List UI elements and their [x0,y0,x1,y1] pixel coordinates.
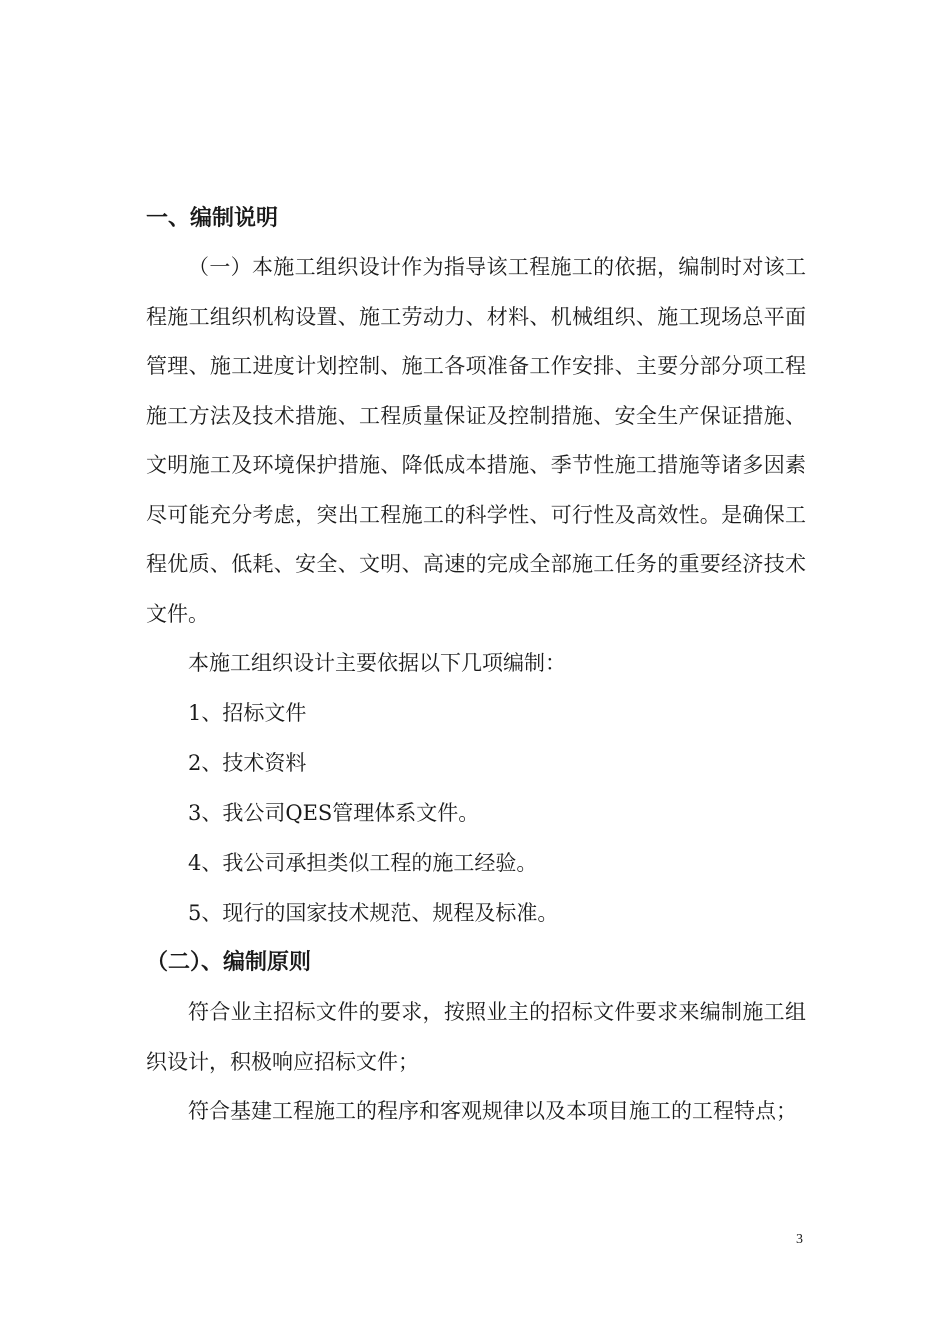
basis-list-item: 5、现行的国家技术规范、规程及标准。 [188,901,559,925]
paragraph-principle-procedure: 符合基建工程施工的程序和客观规律以及本项目施工的工程特点； [188,1099,797,1123]
basis-list-item: 3、我公司QES管理体系文件。 [188,801,480,825]
paragraph-principle-tender: 符合业主招标文件的要求，按照业主的招标文件要求来编制施工组织设计，积极响应招标文件； [146,1000,806,1074]
basis-list-item: 1、招标文件 [188,701,307,725]
section-heading-compilation-principles: （二）、编制原则 [146,949,312,975]
basis-intro-text: 本施工组织设计主要依据以下几项编制： [188,651,566,675]
basis-list-item: 4、我公司承担类似工程的施工经验。 [188,851,538,875]
section-heading-compilation-notes: 一、编制说明 [146,205,279,231]
paragraph-compilation-basis: （一）本施工组织设计作为指导该工程施工的依据，编制时对该工程施工组织机构设置、施工劳动力、材料、机械组织、施工现场总平面管理、施工进度计划控制、施工各项准备工作安排、主要分部分项工程施工方法及技术措施、工程质量保证及控制措施、安全生产保证措施、文明施工及环境保护措施、降低成本措施、季节性施工措施等诸多因素尽可能充分考虑，突出工程施工的科学性、可行性及高效性。是确保工程优质、低耗、安全、文明、高速的完成全部施工任务的重要经济技术文件。 [146,255,806,626]
basis-list-item: 2、技术资料 [188,751,307,775]
page-number: 3 [796,1232,803,1247]
